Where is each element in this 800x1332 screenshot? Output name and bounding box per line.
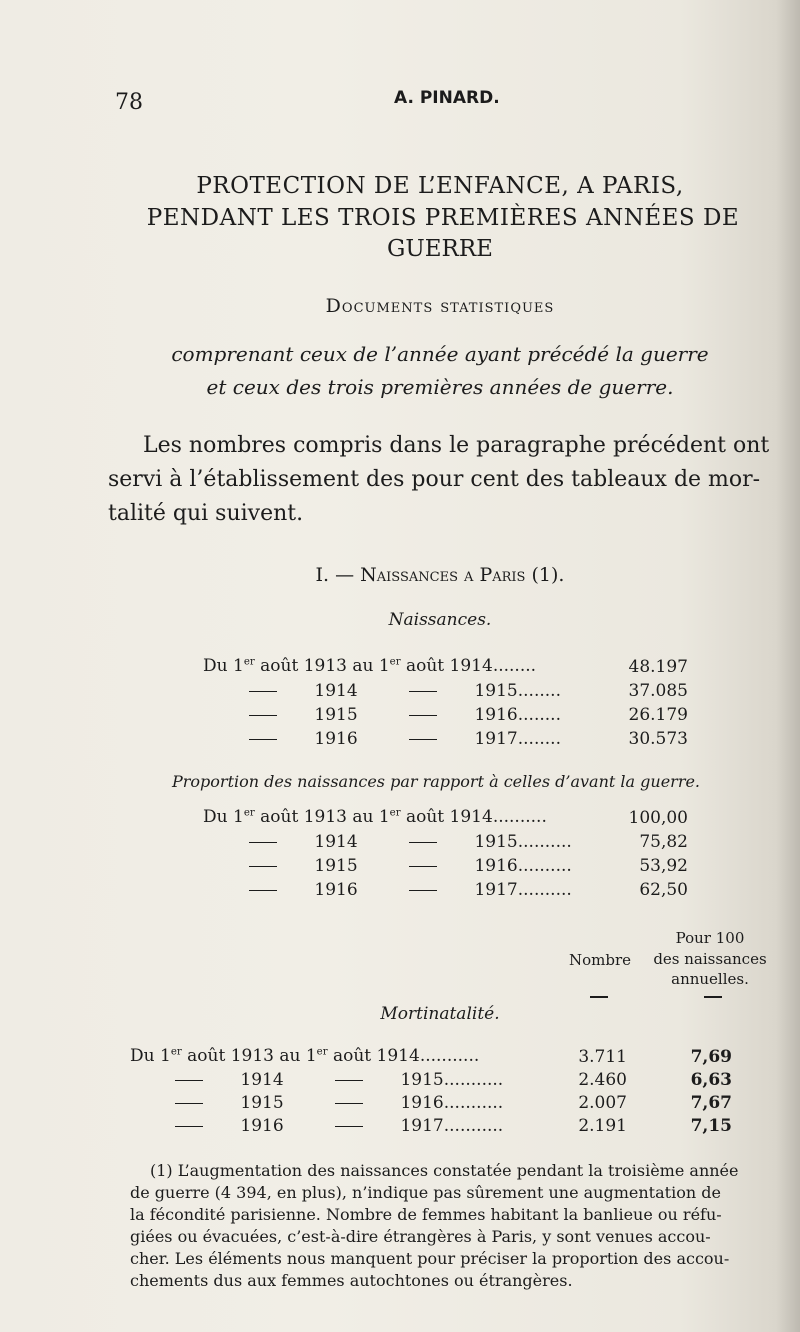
proportion-value-3: 53,92 xyxy=(639,856,688,876)
title-line-2: PENDANT LES TROIS PREMIÈRES ANNÉES DE xyxy=(146,205,740,231)
mortinatalite-pour-3: 7,67 xyxy=(690,1093,732,1113)
proportion-value-4: 62,50 xyxy=(639,880,688,900)
footnote-line-3: la fécondité parisienne. Nombre de femmes habitant la banlieue ou réfu- xyxy=(130,1205,722,1224)
page-number: 78 xyxy=(115,90,143,115)
proportion-value-1: 100,00 xyxy=(628,808,688,828)
mortinatalite-pour-4: 7,15 xyxy=(690,1116,732,1136)
naissances-value-4: 30.573 xyxy=(628,729,688,749)
table-row: Du 1er août 1913 au 1er août 1914........... xyxy=(130,1046,480,1066)
proportion-caption: Proportion des naissances par rapport à celles d’avant la guerre. xyxy=(172,772,701,791)
subtitle: Documents statistiques xyxy=(325,295,555,317)
table-row: 1914 1915.......... xyxy=(249,832,572,852)
col-nombre-rule xyxy=(590,996,608,998)
table-row: 1916 1917.......... xyxy=(249,880,572,900)
proportion-value-2: 75,82 xyxy=(639,832,688,852)
mortinatalite-pour-2: 6,63 xyxy=(690,1070,732,1090)
naissances-value-1: 48.197 xyxy=(628,657,688,677)
naissances-value-2: 37.085 xyxy=(628,681,688,701)
mortinatalite-nombre-4: 2.191 xyxy=(578,1116,627,1136)
col-nombre-header: Nombre xyxy=(568,951,632,969)
title-line-3: GUERRE xyxy=(387,236,493,262)
col-pour-rule xyxy=(704,996,722,998)
col-pour-header-3: annuelles. xyxy=(671,970,749,988)
title-line-1: PROTECTION DE L’ENFANCE, A PARIS, xyxy=(196,173,684,199)
mortinatalite-caption: Mortinatalité. xyxy=(380,1004,500,1024)
table-row: 1914 1915........... xyxy=(175,1070,503,1090)
table-row: Du 1er août 1913 au 1er août 1914.......... xyxy=(203,807,547,827)
footnote-line-5: cher. Les éléments nous manquent pour préciser la proportion des accou- xyxy=(130,1249,730,1268)
subtitle-italic-line-1: comprenant ceux de l’année ayant précédé la guerre xyxy=(171,342,709,366)
intro-line-2: servi à l’établissement des pour cent des tableaux de mor- xyxy=(108,467,761,492)
table-row: 1914 1915........ xyxy=(249,681,561,701)
mortinatalite-nombre-1: 3.711 xyxy=(578,1047,627,1067)
footnote-line-2: de guerre (4 394, en plus), n’indique pas sûrement une augmentation de xyxy=(130,1183,721,1202)
running-title: A. PINARD. xyxy=(394,88,500,108)
table-row: Du 1er août 1913 au 1er août 1914........ xyxy=(203,656,537,676)
footnote-line-4: giées ou évacuées, c’est-à-dire étrangères à Paris, y sont venues accou- xyxy=(130,1227,711,1246)
naissances-value-3: 26.179 xyxy=(628,705,688,725)
footnote-line-6: chements dus aux femmes autochtones ou étrangères. xyxy=(130,1271,573,1290)
table-row: 1916 1917........... xyxy=(175,1116,503,1136)
intro-line-1: Les nombres compris dans le paragraphe précédent ont xyxy=(143,433,770,458)
subtitle-italic-line-2: et ceux des trois premières années de guerre. xyxy=(206,375,674,399)
naissances-caption: Naissances. xyxy=(388,610,492,630)
table-row: 1915 1916........... xyxy=(175,1093,503,1113)
col-pour-header-1: Pour 100 xyxy=(675,929,745,947)
mortinatalite-pour-1: 7,69 xyxy=(690,1047,732,1067)
col-pour-header-2: des naissances xyxy=(653,950,767,968)
section-title: I. — Naissances a Paris (1). xyxy=(315,564,565,586)
table-row: 1916 1917........ xyxy=(249,729,561,749)
mortinatalite-nombre-3: 2.007 xyxy=(578,1093,627,1113)
intro-line-3: talité qui suivent. xyxy=(108,501,304,526)
footnote-line-1: (1) L’augmentation des naissances constatée pendant la troisième année xyxy=(150,1161,739,1180)
table-row: 1915 1916........ xyxy=(249,705,561,725)
table-row: 1915 1916.......... xyxy=(249,856,572,876)
mortinatalite-nombre-2: 2.460 xyxy=(578,1070,627,1090)
